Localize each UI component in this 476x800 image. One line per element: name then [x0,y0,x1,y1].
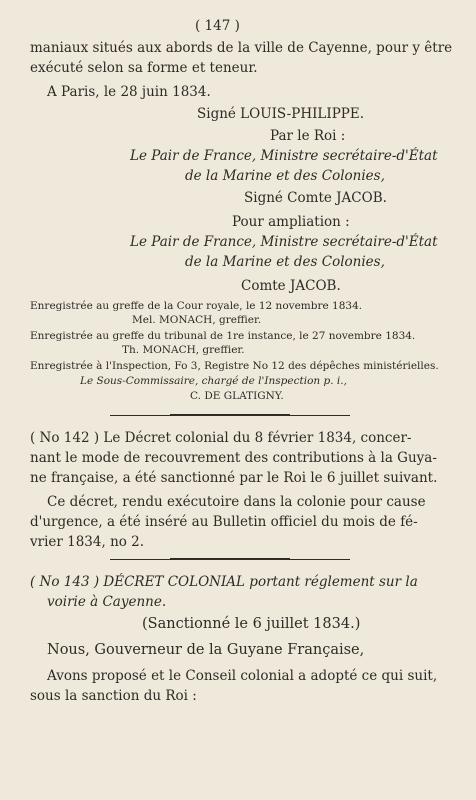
section-142-line-2: nant le mode de recouvrement des contributions à la Guya- [30,450,437,466]
minister2-line-2: de la Marine et des Colonies, [185,254,385,270]
section-142-line-1: ( No 142 ) Le Décret colonial du 8 février 1834, concer- [30,430,412,446]
section-divider-2 [170,558,290,560]
section-142-line-6: vrier 1834, no 2. [30,534,145,550]
place-date: A Paris, le 28 juin 1834. [47,84,211,100]
continuation-line-1: maniaux situés aux abords de la ville de Cayenne, pour y être [30,40,453,56]
page-number: ( 147 ) [195,18,240,34]
registration-3: Enregistrée à l'Inspection, Fo 3, Registre No 12 des dépêches ministérielles. [30,360,439,372]
section-143-nous: Nous, Gouverneur de la Guyane Française, [47,642,365,658]
par-le-roi: Par le Roi : [270,128,346,144]
registration-2-signature: Th. MONACH, greffier. [122,344,245,356]
section-142-line-4: Ce décret, rendu exécutoire dans la colonie pour cause [47,494,426,510]
registration-1: Enregistrée au greffe de la Cour royale, le 12 novembre 1834. [30,300,363,312]
section-143-heading-2: voirie à Cayenne. [47,594,167,610]
signed-king: Signé LOUIS-PHILIPPE. [197,106,365,122]
minister2-line-1: Le Pair de France, Ministre secrétaire-d'État [130,234,438,250]
section-142-line-3: ne française, a été sanctionné par le Roi le 6 juillet suivant. [30,470,438,486]
registration-2: Enregistrée au greffe du tribunal de 1re instance, le 27 novembre 1834. [30,330,416,342]
section-143-heading-1: ( No 143 ) DÉCRET COLONIAL portant réglement sur la [30,574,418,590]
registration-3-role: Le Sous-Commissaire, chargé de l'Inspection p. i., [80,375,347,387]
section-142-line-5: d'urgence, a été inséré au Bulletin officiel du mois de fé- [30,514,418,530]
comte-jacob: Comte JACOB. [241,278,341,294]
registration-3-signature: C. DE GLATIGNY. [190,390,284,402]
minister-line-2: de la Marine et des Colonies, [185,168,385,184]
continuation-line-2: exécuté selon sa forme et teneur. [30,60,258,76]
minister-line-1: Le Pair de France, Ministre secrétaire-d'État [130,148,438,164]
registration-1-signature: Mel. MONACH, greffier. [132,314,262,326]
section-divider-1 [170,414,290,416]
section-143-avons-2: sous la sanction du Roi : [30,688,197,704]
ampliation: Pour ampliation : [232,214,350,230]
signed-jacob: Signé Comte JACOB. [244,190,387,206]
section-143-avons-1: Avons proposé et le Conseil colonial a adopté ce qui suit, [47,668,438,684]
section-143-sanction: (Sanctionné le 6 juillet 1834.) [142,616,361,632]
